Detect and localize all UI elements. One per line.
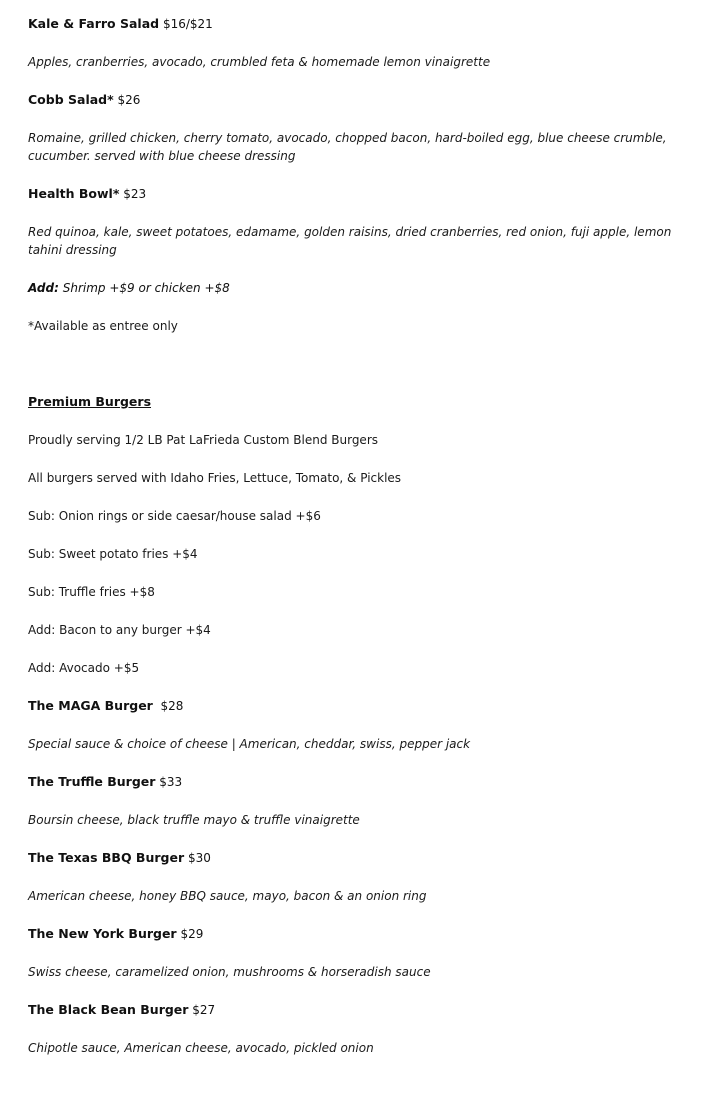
item-description: Swiss cheese, caramelized onion, mushrooms & horseradish sauce <box>28 965 431 979</box>
item-name: The Texas BBQ Burger <box>28 850 185 865</box>
item-name: The Truffle Burger <box>28 774 156 789</box>
burger-note: Sub: Sweet potato fries +$4 <box>28 547 198 561</box>
item-price: $30 <box>187 851 211 865</box>
menu-item-title <box>28 185 146 203</box>
item-price: $23 <box>123 187 147 201</box>
menu-item-title <box>28 773 182 791</box>
salad-add-on <box>28 279 230 297</box>
item-description: Chipotle sauce, American cheese, avocado, pickled onion <box>28 1041 374 1055</box>
item-price: $28 <box>160 699 184 713</box>
item-price: $33 <box>159 775 183 789</box>
burger-note: Add: Bacon to any burger +$4 <box>28 623 211 637</box>
section-title: Premium Burgers <box>28 394 152 409</box>
item-name: The MAGA Burger <box>28 698 153 713</box>
item-description: American cheese, honey BBQ sauce, mayo, bacon & an onion ring <box>28 889 427 903</box>
item-price: $26 <box>117 93 141 107</box>
burger-note: Sub: Onion rings or side caesar/house salad +$6 <box>28 509 321 523</box>
burger-note: Sub: Truffle fries +$8 <box>28 585 155 599</box>
item-price: $16/$21 <box>162 17 213 31</box>
item-description: Romaine, grilled chicken, cherry tomato, avocado, chopped bacon, hard-boiled egg, blue cheese crumble, cucumber. served with blue cheese dressing <box>28 131 667 163</box>
item-name: Health Bowl* <box>28 186 120 201</box>
salad-note: *Available as entree only <box>28 319 178 333</box>
menu-item-title <box>28 925 203 943</box>
item-name: Kale & Farro Salad <box>28 16 160 31</box>
add-label: Add: <box>28 281 59 295</box>
item-description: Special sauce & choice of cheese | American, cheddar, swiss, pepper jack <box>28 737 471 751</box>
item-name: The Black Bean Burger <box>28 1002 189 1017</box>
menu-item-title <box>28 697 183 715</box>
item-description: Red quinoa, kale, sweet potatoes, edamame, golden raisins, dried cranberries, red onion, fuji apple, lemon tahini dressing <box>28 225 672 257</box>
add-text: Shrimp +$9 or chicken +$8 <box>62 281 230 295</box>
burger-note: All burgers served with Idaho Fries, Lettuce, Tomato, & Pickles <box>28 471 402 485</box>
item-price: $27 <box>192 1003 216 1017</box>
burger-note: Add: Avocado +$5 <box>28 661 140 675</box>
menu-item-title <box>28 91 140 109</box>
item-name: The New York Burger <box>28 926 177 941</box>
menu-item-title <box>28 1001 215 1019</box>
item-name: Cobb Salad* <box>28 92 114 107</box>
item-price: $29 <box>180 927 204 941</box>
burger-note: Proudly serving 1/2 LB Pat LaFrieda Custom Blend Burgers <box>28 433 379 447</box>
item-description: Apples, cranberries, avocado, crumbled feta & homemade lemon vinaigrette <box>28 55 491 69</box>
menu-item-title <box>28 849 211 867</box>
menu-item-title <box>28 15 213 33</box>
item-description: Boursin cheese, black truffle mayo & truffle vinaigrette <box>28 813 360 827</box>
